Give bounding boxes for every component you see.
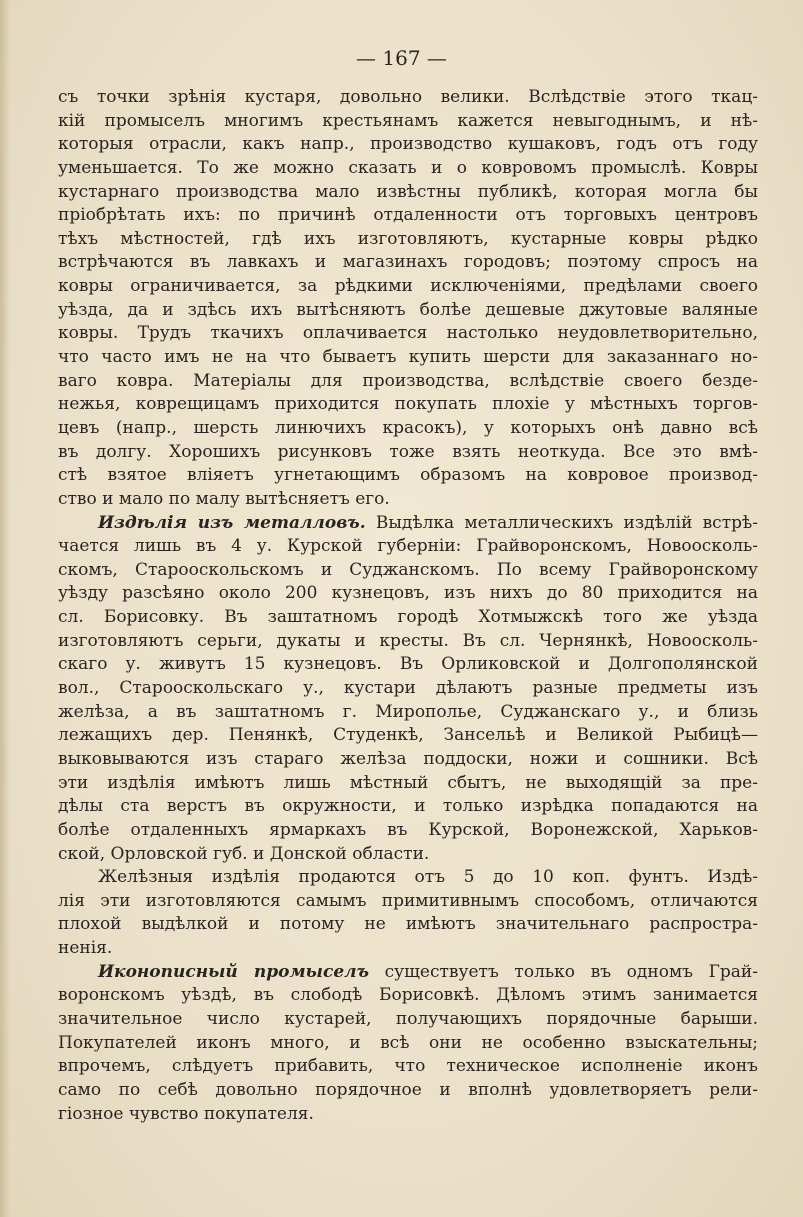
line-text: лія эти изготовляются самымъ примитивнымъ способомъ, отличаются [58, 890, 758, 911]
line-text: чается лишь въ 4 у. Курской губерніи: Грайворонскомъ, Новоосколь- [58, 536, 758, 557]
page-body-text [58, 86, 758, 1126]
text-line [58, 1103, 758, 1127]
text-line [58, 772, 758, 796]
text-line [58, 157, 758, 181]
text-line [58, 937, 758, 961]
text-line [58, 890, 758, 914]
line-text: эти издѣлія имѣютъ лишь мѣстный сбытъ, не выходящій за пре- [58, 772, 758, 793]
text-line [58, 724, 758, 748]
line-text: ковры ограничивается, за рѣдкими исключеніями, предѣлами своего [58, 276, 758, 297]
text-line [58, 1032, 758, 1056]
text-line [58, 346, 758, 370]
text-line [58, 677, 758, 701]
line-text: значительное число кустарей, получающихъ порядочные барыши. [58, 1008, 758, 1029]
line-text: существуетъ только въ одномъ Грай- [368, 961, 758, 982]
section-heading: Иконописный промыселъ [98, 961, 369, 982]
line-text: тѣхъ мѣстностей, гдѣ ихъ изготовляютъ, кустарные ковры рѣдко [58, 228, 758, 249]
line-text: болѣе отдаленныхъ ярмаркахъ въ Курской, Воронежской, Харьков- [58, 819, 758, 840]
text-line [58, 961, 758, 985]
line-text: пріобрѣтать ихъ: по причинѣ отдаленности отъ торговыхъ центровъ [58, 205, 758, 226]
line-text: воронскомъ уѣздѣ, въ слободѣ Борисовкѣ. Дѣломъ этимъ занимается [58, 985, 758, 1006]
line-text: ваго ковра. Матеріалы для производства, вслѣдствіе своего безде- [58, 370, 758, 391]
text-line [58, 417, 758, 441]
text-line [58, 393, 758, 417]
line-text: само по себѣ довольно порядочное и вполнѣ удовлетворяетъ рели- [58, 1079, 758, 1100]
text-line [58, 819, 758, 843]
line-text: лежащихъ дер. Пенянкѣ, Студенкѣ, Зансельѣ и Великой Рыбицѣ— [58, 725, 758, 746]
line-text: Выдѣлка металлическихъ издѣлій встрѣ- [365, 512, 758, 533]
line-text: ство и мало по малу вытѣсняетъ его. [58, 488, 390, 509]
line-text: изготовляютъ серьги, дукаты и кресты. Въ сл. Чернянкѣ, Новоосколь- [58, 630, 758, 651]
line-text: скаго у. живутъ 15 кузнецовъ. Въ Орликовской и Долгополянской [58, 654, 758, 675]
line-text: нежья, коврещицамъ приходится покупать плохіе у мѣстныхъ торгов- [58, 394, 758, 415]
text-line [58, 251, 758, 275]
text-line [58, 795, 758, 819]
line-text: Покупателей иконъ много, и всѣ они не особенно взыскательны; [58, 1032, 758, 1053]
text-line [58, 653, 758, 677]
line-text: что часто имъ не на что бываетъ купить шерсти для заказаннаго но- [58, 347, 758, 368]
text-line [58, 535, 758, 559]
text-line [58, 748, 758, 772]
text-line [58, 204, 758, 228]
line-text: цевъ (напр., шерсть линючихъ красокъ), у которыхъ онѣ давно всѣ [58, 417, 758, 438]
page-number: — 167 — [356, 46, 447, 70]
text-line [58, 322, 758, 346]
line-text: въ долгу. Хорошихъ рисунковъ тоже взять неоткуда. Все это вмѣ- [58, 441, 758, 462]
text-line [58, 559, 758, 583]
line-text: скомъ, Старооскольскомъ и Суджанскомъ. По всему Грайворонскому [58, 559, 758, 580]
line-text: гіозное чувство покупателя. [58, 1103, 314, 1124]
text-line [58, 110, 758, 134]
text-line [58, 866, 758, 890]
text-line [58, 843, 758, 867]
line-text: уѣзду разсѣяно около 200 кузнецовъ, изъ нихъ до 80 приходится на [58, 583, 758, 604]
text-line [58, 181, 758, 205]
line-text: сл. Борисовку. Въ заштатномъ городѣ Хотмыжскѣ того же уѣзда [58, 607, 758, 628]
section-heading: Издѣлія изъ металловъ. [98, 512, 366, 533]
text-line [58, 582, 758, 606]
line-text: дѣлы ста верстъ въ окружности, и только изрѣдка попадаются на [58, 796, 758, 817]
line-text: ненія. [58, 938, 113, 959]
line-text: кій промыселъ многимъ крестьянамъ кажется невыгоднымъ, и нѣ- [58, 110, 758, 131]
text-line [58, 1055, 758, 1079]
text-line [58, 228, 758, 252]
text-line [58, 630, 758, 654]
line-text: съ точки зрѣнія кустаря, довольно велики. Вслѣдствіе этого ткац- [58, 87, 758, 107]
line-text: выковываются изъ стараго желѣза поддоски, ножи и сошники. Всѣ [58, 748, 758, 769]
text-line [58, 913, 758, 937]
line-text: Желѣзныя издѣлія продаются отъ 5 до 10 коп. фунтъ. Издѣ- [98, 867, 758, 888]
text-line [58, 701, 758, 725]
text-line [58, 464, 758, 488]
text-line [58, 86, 758, 110]
text-line [58, 299, 758, 323]
line-text: вол., Старооскольскаго у., кустари дѣлаютъ разные предметы изъ [58, 678, 758, 699]
text-line [58, 441, 758, 465]
line-text: стѣ взятое вліяетъ угнетающимъ образомъ на ковровое производ- [58, 465, 758, 486]
line-text: плохой выдѣлкой и потому не имѣютъ значительнаго распростра- [58, 914, 758, 935]
text-line [58, 370, 758, 394]
line-text: встрѣчаются въ лавкахъ и магазинахъ городовъ; поэтому спросъ на [58, 252, 758, 273]
line-text: уменьшается. То же можно сказать и о ковровомъ промыслѣ. Ковры [58, 157, 758, 178]
line-text: кустарнаго производства мало извѣстны публикѣ, которая могла бы [58, 181, 758, 202]
text-line [58, 133, 758, 157]
line-text: уѣзда, да и здѣсь ихъ вытѣсняютъ болѣе дешевые джутовые валяные [58, 299, 758, 320]
text-line [58, 1079, 758, 1103]
line-text: ской, Орловской губ. и Донской области. [58, 843, 430, 864]
line-text: ковры. Трудъ ткачихъ оплачивается настолько неудовлетворительно, [58, 323, 758, 344]
line-text: впрочемъ, слѣдуетъ прибавить, что техническое исполненіе иконъ [58, 1056, 758, 1077]
line-text: желѣза, а въ заштатномъ г. Мирополье, Суджанскаго у., и близь [58, 701, 758, 722]
text-line [58, 984, 758, 1008]
text-line [58, 1008, 758, 1032]
text-line [58, 275, 758, 299]
line-text: которыя отрасли, какъ напр., производство кушаковъ, годъ отъ году [58, 134, 758, 155]
text-line [58, 606, 758, 630]
text-line [58, 512, 758, 536]
text-line [58, 488, 758, 512]
page-edge-shadow [0, 0, 10, 1217]
